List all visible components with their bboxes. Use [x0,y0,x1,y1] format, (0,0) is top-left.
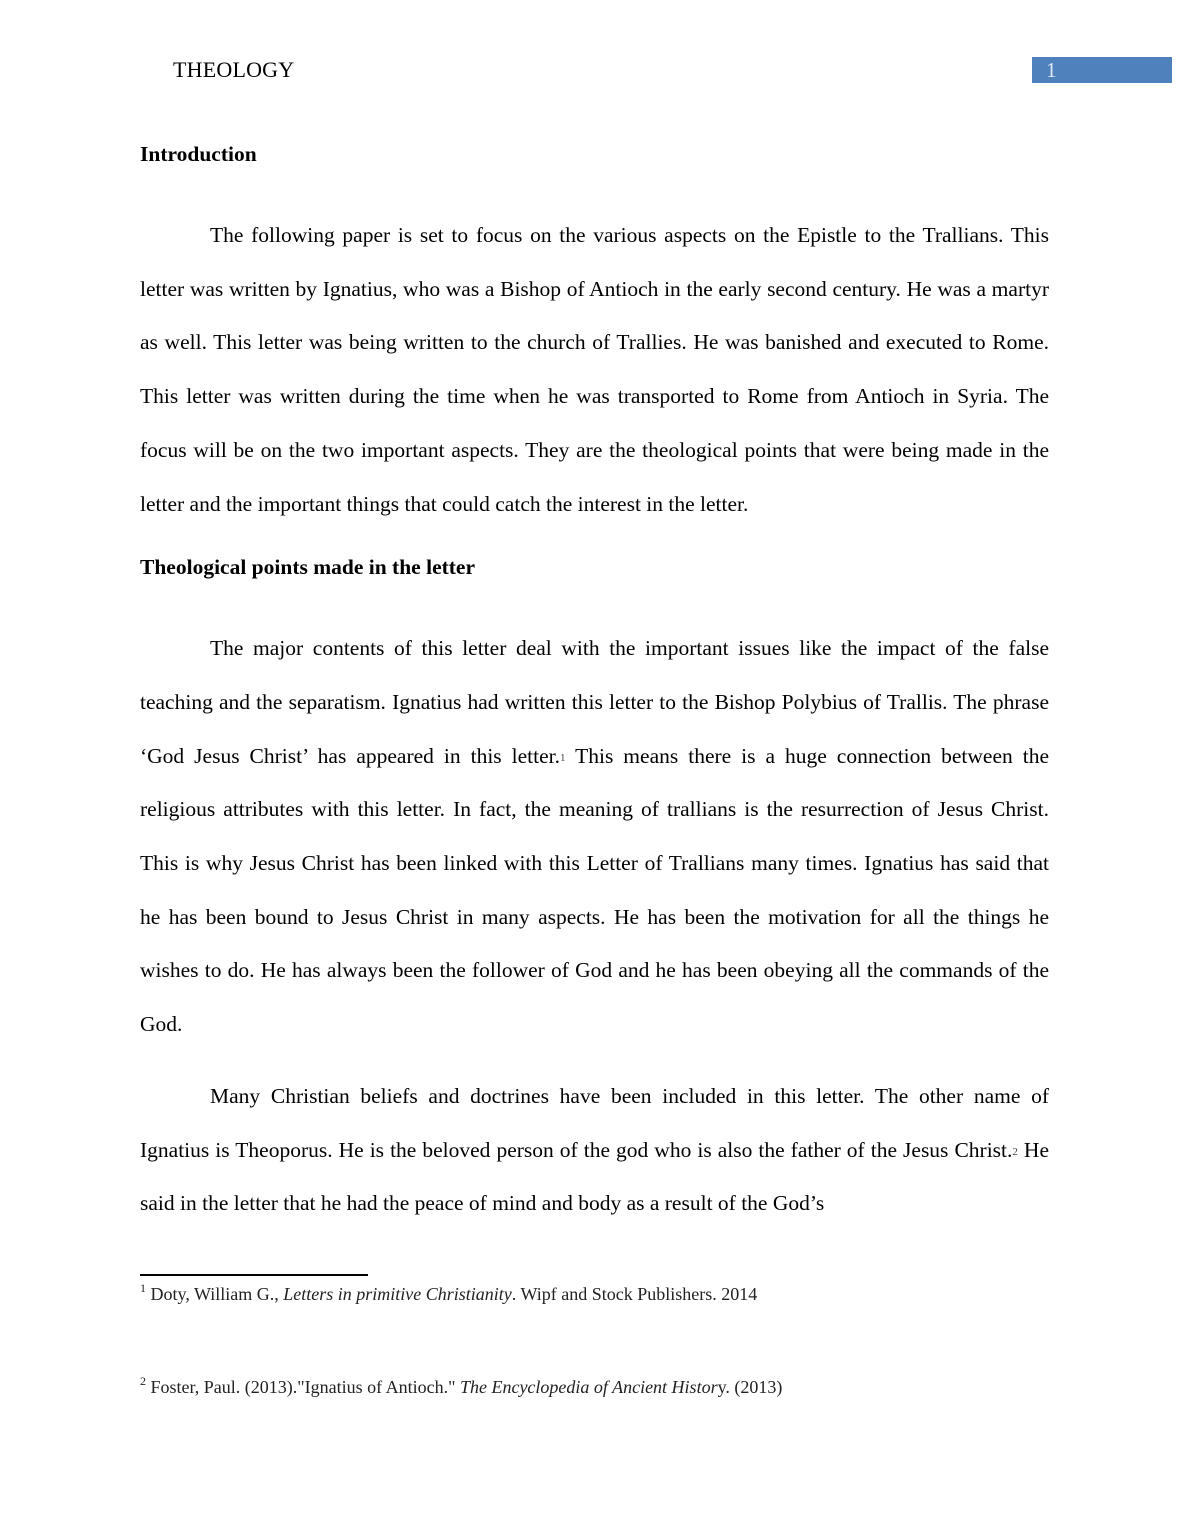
page-number-badge [1032,57,1172,83]
theology-paragraph-2 [140,1070,1049,1231]
paragraph-text: The major contents of this letter deal with the important issues like the impact of the false teaching and the separatism. Ignatius had written this letter to the Bishop Polybius of Trallis. The phrase ‘God Jesus Christ’ has appeared in this letter. [140,636,1049,768]
footnote-text: Doty, William G., [146,1284,284,1304]
page-number: 1 [1046,58,1057,82]
footnote-title: Letters in primitive Christianity [283,1284,512,1304]
section-heading-introduction: Introduction [140,142,257,166]
paragraph-text: He said in the letter that he had the peace of mind and body as a result of the God’s [140,1137,1049,1216]
footnote-separator [140,1274,368,1276]
footnote-reference-2[interactable]: 2 [1012,1145,1018,1158]
paragraph-text: Many Christian beliefs and doctrines have been included in this letter. The other name of Ignatius is Theoporus. He is the beloved person of the god who is also the father of the Jesus Christ. [140,1083,1049,1162]
section-heading-theological-points: Theological points made in the letter [140,555,476,580]
paragraph-text: This means there is a huge connection between the religious attributes with this letter. In fact, the meaning of trallians is the resurrection of Jesus Christ. This is why Jesus Christ has been linked with this Letter of Trallians many times. Ignatius has said that he has been bound to Jesus Christ in many aspects. He has been the motivation for all the things he wishes to do. He has always been the follower of God and he has been obeying all the commands of the God. [140,743,1050,1037]
footnote-2 [140,1374,783,1398]
footnote-text: y. (2013) [717,1377,783,1397]
footnote-1 [140,1281,758,1305]
footnote-text: Foster, Paul. (2013)."Ignatius of Antioch." [146,1377,460,1397]
theology-paragraph-1 [140,622,1049,1052]
intro-paragraph: The following paper is set to focus on the various aspects on the Epistle to the Trallians. This letter was written by Ignatius, who was a Bishop of Antioch in the early second century. He was a martyr as well. This letter was being written to the church of Trallies. He was banished and executed to Rome. This letter was written during the time when he was transported to Rome from Antioch in Syria. The focus will be on the two important aspects. They are the theological points that were being made in the letter and the important things that could catch the interest in the letter. [140,223,1049,516]
footnote-text: . Wipf and Stock Publishers. 2014 [511,1284,758,1304]
footnote-marker: 1 [140,1281,146,1295]
footnote-marker: 2 [140,1374,146,1388]
footnote-title: The Encyclopedia of Ancient Histor [459,1377,718,1397]
header-title: THEOLOGY [173,57,295,82]
footnote-reference-1[interactable]: 1 [560,751,566,764]
document-body [140,136,1049,1231]
